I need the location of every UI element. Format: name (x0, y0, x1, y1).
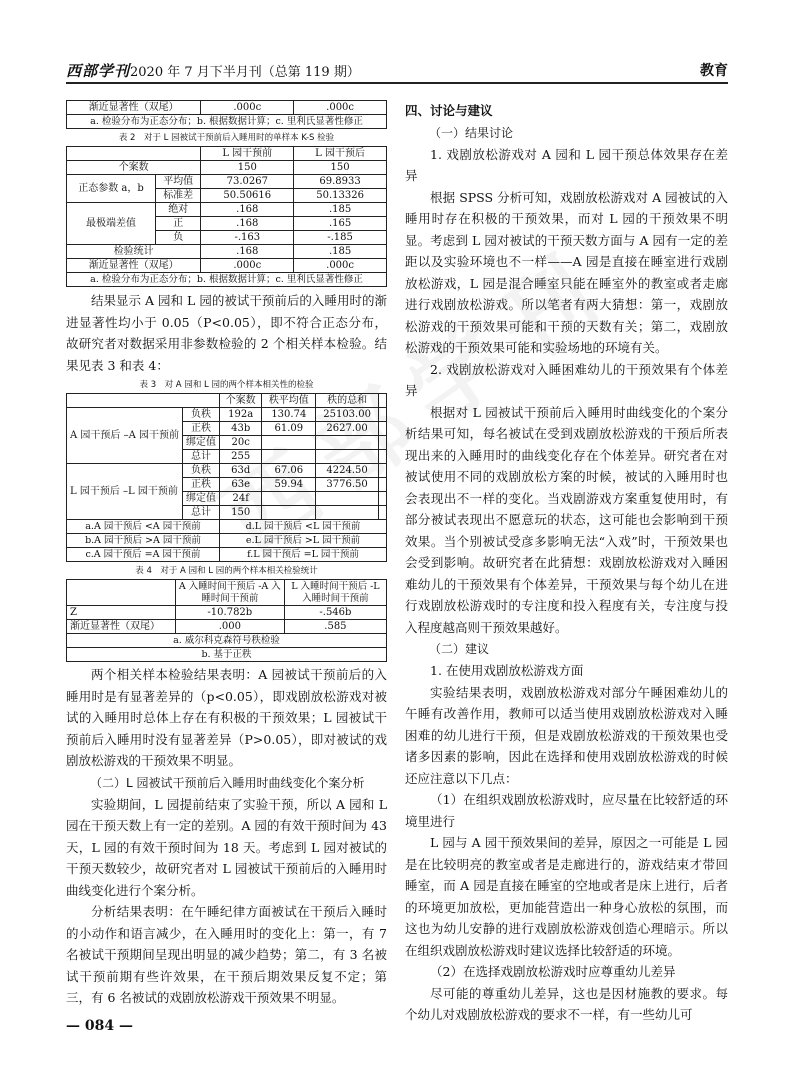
cell: 73.0267 (201, 175, 294, 189)
row-group-label: A 园干预后 –A 园干预前 (67, 408, 183, 464)
row-label: 正秩 (182, 422, 219, 436)
row-label: 总计 (182, 450, 219, 464)
row-label: 负秩 (182, 464, 219, 478)
row-label: Z (67, 606, 176, 620)
journal-logo: 西部学刊 (66, 62, 131, 80)
subsection-heading: （二）建议 (429, 642, 490, 656)
table3-caption: 表 3 对 A 园和 L 园的两个样本相关性的检验 (139, 380, 314, 390)
top-table-fragment (66, 100, 387, 129)
cell: .000 (175, 620, 284, 634)
col-header: 个案数 (219, 394, 261, 408)
paragraph: 分析结果表明：在午睡纪律方面被试在干预后入睡时的小动作和语言减少，在入睡用时的变化上：第一，有 7 名被试干预期间呈现出明显的减少趋势；第二，有 3 名被试干预前期有些许效果，在干预后期效果反复不定；第三，有 6 名被试的戏剧放松游戏干预效果不明显。 (66, 904, 387, 1005)
cell: 150 (201, 161, 294, 175)
row-group-label: 最极端差值 (67, 203, 156, 245)
list-heading: （2）在选择戏剧放松游戏时应尊重幼儿差异 (430, 964, 676, 979)
left-column (66, 100, 387, 1009)
row-label: 绑定值 (182, 436, 219, 450)
row-label: 正秩 (182, 478, 219, 492)
cell: 20c (219, 436, 261, 450)
paragraph: 两个相关样本检验结果表明：A 园被试干预前后的入睡用时是有显著差异的（p<0.05），即戏剧放松游戏对被试的入睡用时总体上存在有积极的干预效果；L 园被试干预前后入睡用时没有显著差异（P>0.05），即对被试的戏剧放松游戏的干预效果不明显。 (66, 667, 387, 768)
cell: 25103.00 (316, 408, 379, 422)
paragraph: 实验期间，L 园提前结束了实验干预，所以 A 园和 L 园在干预天数上有一定的差别。A 园的有效干预时间为 43 天，L 园的有效干预时间为 18 天。考虑到 L 园对被试的干预天数较少，故研究者对 L 园被试干预前后的入睡用时曲线变化进行个案分析。 (66, 796, 387, 898)
cell: 63d (219, 464, 261, 478)
row-label: 绑定值 (182, 492, 219, 506)
row-label: 正 (156, 217, 201, 231)
cell: .168 (201, 245, 294, 259)
cell: 59.94 (262, 478, 316, 492)
cell: 192a (219, 408, 261, 422)
cell: 50.13326 (294, 189, 387, 203)
cell: -.185 (294, 231, 387, 245)
cell: 63e (219, 478, 261, 492)
cell: 4224.50 (316, 464, 379, 478)
section-label: 教育 (700, 63, 728, 79)
row-label: 检验统计 (67, 245, 201, 259)
cell: 150 (294, 161, 387, 175)
row-label: 绝对 (156, 203, 201, 217)
section-heading: 四、讨论与建议 (405, 103, 493, 118)
table-note: f.L 园干预后 =L 园干预前 (219, 548, 386, 562)
list-heading: （1）在组织戏剧放松游戏时，应尽量在比较舒适的环境里进行 (405, 792, 728, 829)
table-note: c.A 园干预后 =A 园干预前 (67, 548, 220, 562)
table-note: b. 基于正秩 (67, 648, 387, 662)
cell: -.163 (201, 231, 294, 245)
issue-info: 2020 年 7 月下半月刊（总第 119 期） (130, 65, 360, 80)
paragraph: 根据 SPSS 分析可知，戏剧放松游戏对 A 园被试的入睡用时存在积极的干预效果，而对 L 园的干预效果不明显。考虑到 L 园对被试的干预天数方面与 A 园有一定的差距以及实验环境也不一样——A 园是直接在睡室进行戏剧放松游戏，L 园是混合睡室只能在睡室外的教室或者走廊进行戏剧放松游戏。所以笔者有两大猜想：第一，戏剧放松游戏的干预效果可能和干预的天数有关；第二，戏剧放松游戏的干预效果可能和实验场地的环境有关。 (405, 189, 728, 355)
row-label: 渐近显著性（双尾） (67, 259, 201, 273)
cell: 3776.50 (316, 478, 379, 492)
col-header: L 园干预后 (294, 147, 387, 161)
cell: 255 (219, 450, 261, 464)
row-label: 平均值 (156, 175, 201, 189)
sig-label: 渐近显著性（双尾） (67, 101, 201, 115)
cell: .000c (294, 101, 387, 115)
paragraph: L 园与 A 园干预效果间的差异，原因之一可能是 L 园是在比较明亮的教室或者是走廊进行的，游戏结束才带回睡室，而 A 园是直接在睡室的空地或者是床上进行，后者的环境更加放松，更加能营造出一种身心放松的氛围，而这也为幼儿安静的进行戏剧放松游戏创造心理暗示。所以在组织戏剧放松游戏时建议选择比较舒适的环境。 (405, 835, 728, 958)
cell: 43b (219, 422, 261, 436)
subsubsection-heading: 2. 戏剧放松游戏对入睡困难幼儿的干预效果有个体差异 (405, 361, 728, 398)
row-group-label: L 园干预后 –L 园干预前 (67, 464, 183, 520)
cell: .185 (294, 203, 387, 217)
table2 (66, 146, 387, 287)
subsection-heading: （一）结果讨论 (429, 125, 514, 140)
cell: 69.8933 (294, 175, 387, 189)
paragraph: 尽可能的尊重幼儿差异，这也是因材施教的要求。每个幼儿对戏剧放松游戏的要求不一样，有一些幼儿可 (405, 985, 728, 1022)
cell: 150 (219, 506, 261, 520)
cell: .165 (294, 217, 387, 231)
row-label: 总计 (182, 506, 219, 520)
table2-caption: 表 2 对于 L 园被试干预前后入睡用时的单样本 K-S 检验 (118, 133, 335, 143)
table-note: b.A 园干预后 >A 园干预前 (67, 534, 220, 548)
col-header: L 入睡时间干预后 -L 入睡时间干预前 (284, 580, 386, 606)
cell: -.546b (284, 606, 386, 620)
table-note: a. 检验分布为正态分布；b. 根据数据计算；c. 里利氏显著性修正 (67, 273, 387, 287)
table-note: a. 威尔科克森符号秩检验 (67, 634, 387, 648)
right-column (405, 100, 728, 1026)
cell: 61.09 (262, 422, 316, 436)
col-header: 秩平均值 (262, 394, 316, 408)
col-header: A 入睡时间干预后 -A 入睡时间干预前 (175, 580, 284, 606)
cell: .168 (201, 203, 294, 217)
table-note: a.A 园干预后 <A 园干预前 (67, 520, 220, 534)
subsubsection-heading: 1. 在使用戏剧放松游戏方面 (430, 663, 584, 678)
col-header: L 园干预前 (201, 147, 294, 161)
table3 (66, 393, 387, 562)
row-label: 负 (156, 231, 201, 245)
table-note: e.L 园干预后 >L 园干预前 (219, 534, 386, 548)
paragraph: 实验结果表明，戏剧放松游戏对部分午睡困难幼儿的午睡有改善作用，教师可以适当使用戏剧放松游戏对入睡困难的幼儿进行干预，但是戏剧放松游戏的干预效果也受诸多因素的影响，因此在选择和使用戏剧放松游戏的时候还应注意以下几点： (405, 684, 728, 786)
table-note: a. 检验分布为正态分布；b. 根据数据计算；c. 里利氏显著性修正 (67, 115, 387, 129)
cell: .185 (294, 245, 387, 259)
cell: 67.06 (262, 464, 316, 478)
cell: .585 (284, 620, 386, 634)
subsection-heading: （二）L 园被试干预前后入睡用时曲线变化个案分析 (90, 775, 365, 790)
cell: 130.74 (262, 408, 316, 422)
page-header (66, 60, 728, 84)
cell: .000c (294, 259, 387, 273)
row-label: 负秩 (182, 408, 219, 422)
paragraph: 根据对 L 园被试干预前后入睡用时曲线变化的个案分析结果可知，每名被试在受到戏剧放松游戏的干预后所表现出来的入睡用时的曲线变化存在个体差异。研究者在对被试使用不同的戏剧放松方案的时候，被试的入睡用时也会表现出不一样的变化。当戏剧游戏方案重复使用时，有部分被试表现出不愿意玩的状态，这可能也会影响到干预效果。当个别被试受彦多影响无法“入戏”时，干预效果也会受到影响。故研究者在此猜想：戏剧放松游戏对入睡困难幼儿的干预效果有个体差异，干预效果与每个幼儿在进行戏剧放松游戏时的专注度和投入程度有关，专注度与投入程度越高则干预效果越好。 (405, 404, 728, 635)
paragraph: 结果显示 A 园和 L 园的被试干预前后的入睡用时的渐进显著性均小于 0.05（P<0.05），即不符合正态分布，故研究者对数据采用非参数检验的 2 个相关样本检验。结果见表 3 和表 4： (66, 293, 387, 373)
row-group-label: 正态参数 a，b (67, 175, 156, 203)
cell: .000c (201, 101, 294, 115)
cell: 50.50616 (201, 189, 294, 203)
col-header: 秩的总和 (316, 394, 379, 408)
row-label: 标准差 (156, 189, 201, 203)
cell: 2627.00 (316, 422, 379, 436)
table4 (66, 579, 387, 662)
cell: .000c (201, 259, 294, 273)
subsubsection-heading: 1. 戏剧放松游戏对 A 园和 L 园干预总体效果存在差异 (405, 146, 728, 183)
cell: 24f (219, 492, 261, 506)
cell: .168 (201, 217, 294, 231)
row-label: 个案数 (67, 161, 201, 175)
table4-caption: 表 4 对于 A 园和 L 园的两个样本相关检验统计 (135, 566, 318, 576)
row-label: 渐近显著性（双尾） (67, 620, 176, 634)
table-note: d.L 园干预后 <L 园干预前 (219, 520, 386, 534)
cell: -10.782b (175, 606, 284, 620)
page-number: — 084 — (66, 1018, 133, 1034)
